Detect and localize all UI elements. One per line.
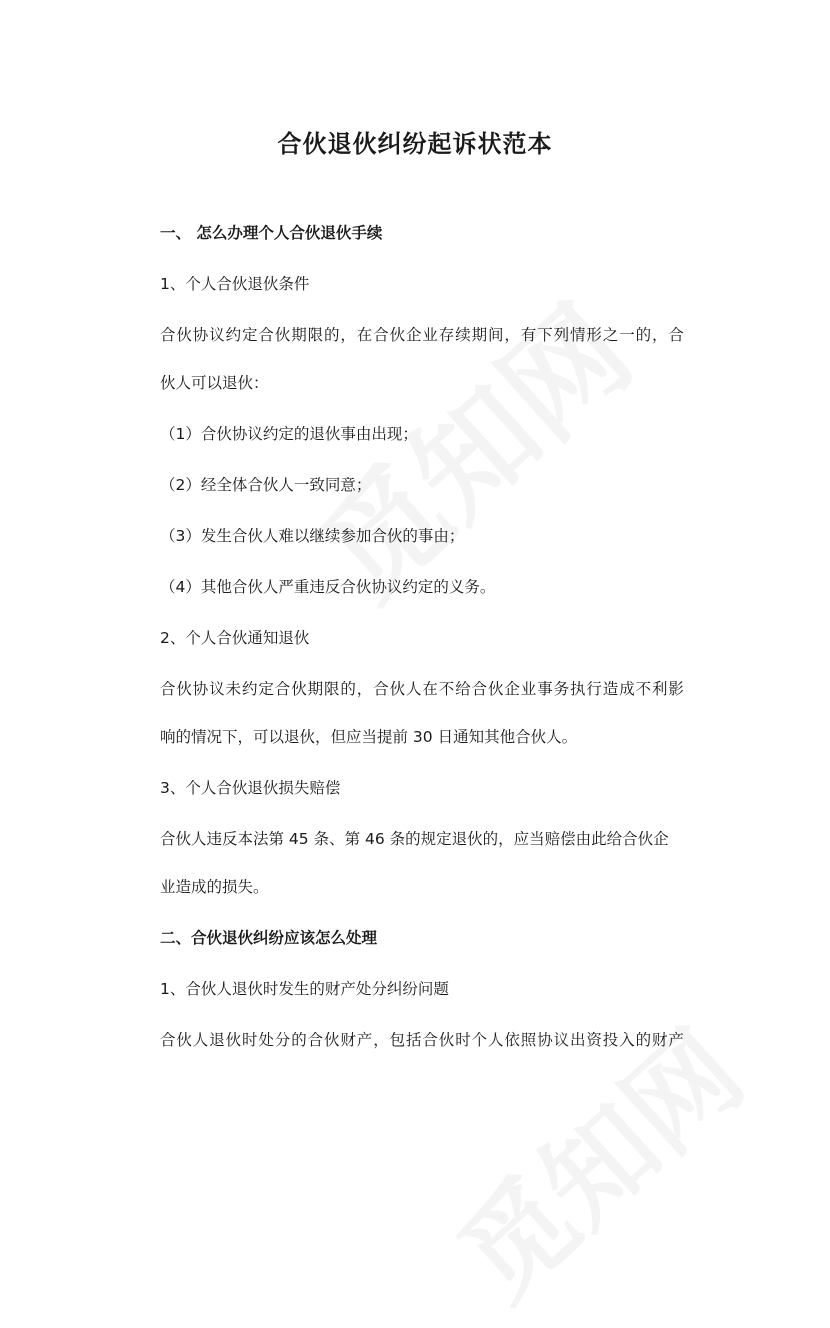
subsection-heading: 1、个人合伙退伙条件 <box>160 275 310 293</box>
body-paragraph-line: 伙人可以退伙： <box>160 374 269 392</box>
body-paragraph-line: 合伙人退伙时处分的合伙财产，包括合伙时个人依照协议出资投入的财产 <box>160 1031 685 1049</box>
subsection-heading: 2、个人合伙通知退伙 <box>160 629 310 647</box>
list-item: （1）合伙协议约定的退伙事由出现； <box>160 425 418 443</box>
subsection-heading: 3、个人合伙退伙损失赔偿 <box>160 779 341 797</box>
list-item: （4）其他合伙人严重违反合伙协议约定的义务。 <box>160 578 496 596</box>
section-heading: 二、合伙退伙纠纷应该怎么处理 <box>160 929 378 947</box>
body-paragraph-line: 响的情况下，可以退伙，但应当提前 30 日通知其他合伙人。 <box>160 728 578 746</box>
body-paragraph-line: 合伙协议未约定合伙期限的，合伙人在不给合伙企业事务执行造成不利影 <box>160 680 685 698</box>
list-item: （2）经全体合伙人一致同意； <box>160 476 372 494</box>
subsection-heading: 1、合伙人退伙时发生的财产处分纠纷问题 <box>160 980 449 998</box>
section-heading: 一、 怎么办理个人合伙退伙手续 <box>160 224 383 242</box>
body-paragraph-line: 合伙人违反本法第 45 条、第 46 条的规定退伙的，应当赔偿由此给合伙企 <box>160 830 669 848</box>
list-item: （3）发生合伙人难以继续参加合伙的事由； <box>160 527 465 545</box>
document-title: 合伙退伙纠纷起诉状范本 <box>277 130 553 158</box>
body-paragraph-line: 业造成的损失。 <box>160 878 269 896</box>
body-paragraph-line: 合伙协议约定合伙期限的，在合伙企业存续期间，有下列情形之一的，合 <box>160 326 685 344</box>
